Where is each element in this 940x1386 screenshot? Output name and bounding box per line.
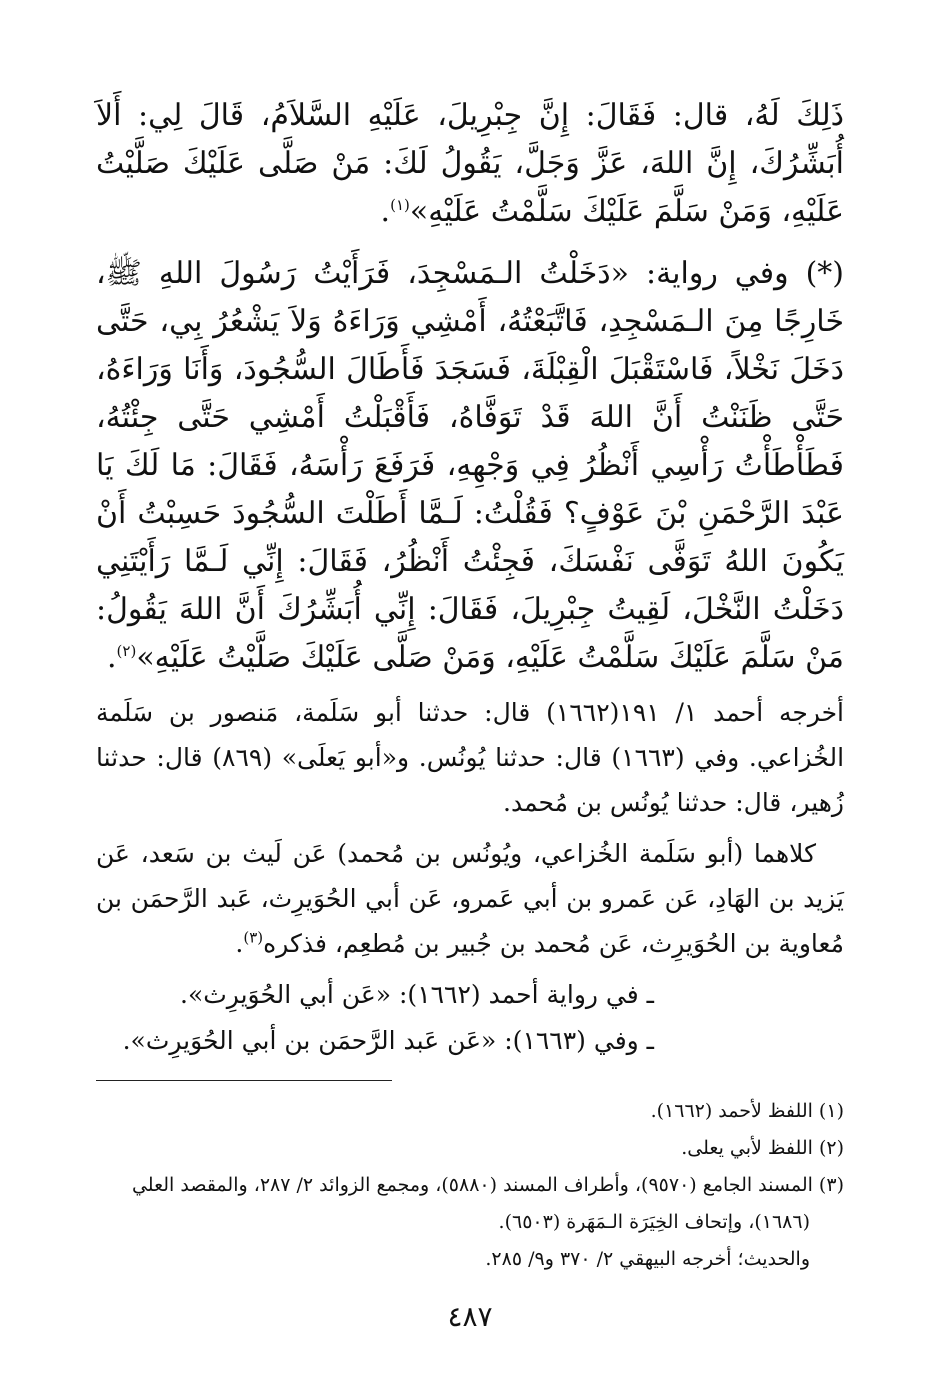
hadith-variant-text: (*) وفي رواية: «دَخَلْتُ الـمَسْجِدَ، فَرَأَيْتُ رَسُولَ اللهِ ﷺ، خَارِجًا مِنَ الـمَسْجِدِ، فَاتَّبَعْتُهُ، أَمْشِي وَرَاءَهُ وَلاَ يَشْعُرُ بِي، حَتَّى دَخَلَ نَخْلاً، فَاسْتَقْبَلَ الْقِبْلَةَ، فَسَجَدَ فَأَطَالَ السُّجُودَ، وَأَنَا وَرَاءَهُ، حَتَّى ظَنَنْتُ أَنَّ اللهَ قَدْ تَوَفَّاهُ، فَأَقْبَلْتُ أَمْشِي حَتَّى جِئْتُهُ، فَطَأْطَأْتُ رَأْسِي أَنْظُرُ فِي وَجْهِهِ، فَرَفَعَ رَأْسَهُ، فَقَالَ: مَا لَكَ يَا عَبْدَ الرَّحْمَنِ بْنَ عَوْفٍ؟ فَقُلْتُ: لَـمَّا أَطَلْتَ السُّجُودَ حَسِبْتُ أَنْ يَكُونَ اللهُ تَوَفَّى نَفْسَكَ، فَجِئْتُ أَنْظُرُ، فَقَالَ: إِنِّي لَـمَّا رَأَيْتَنِي دَخَلْتُ النَّخْلَ، لَقِيتُ جِبْرِيلَ، فَقَالَ: إِنِّي أُبَشِّرُكَ أَنَّ اللهَ يَقُولُ: مَنْ سَلَّمَ عَلَيْكَ سَلَّمْتُ عَلَيْهِ، وَمَنْ صَلَّى عَلَيْكَ صَلَّيْتُ عَلَيْهِ»: [96, 256, 844, 675]
footnote-continuation: والحديث؛ أخرجه البيهقي ٢/ ٣٧٠ و٩/ ٢٨٥.: [485, 1248, 810, 1270]
footnote-ref: (٢): [116, 642, 137, 660]
footnote-ref: (٣): [243, 928, 264, 947]
footnote-separator: [96, 1080, 392, 1081]
footnote-item: (١) اللفظ لأحمد (١٦٦٢).: [650, 1100, 844, 1122]
variant-line: ـ في رواية أحمد (١٦٦٢): «عَن أبي الحُوَيرِث».: [180, 980, 654, 1009]
footnote-continuation: (١٦٨٦)، وإتحاف الخِيَرَة الـمَهَرة (٦٥٠٣).: [498, 1211, 810, 1233]
footnote-ref: (١): [390, 196, 410, 214]
page-number: ٤٨٧: [447, 1300, 493, 1333]
takhrij-paragraph: أخرجه أحمد ١/ ١٩١(١٦٦٢) قال: حدثنا أبو سَلَمة، مَنصور بن سَلَمة الخُزاعي. وفي (١٦٦٣) قال: حدثنا يُونُس. و«أبو يَعلَى» (٨٦٩) قال: حدثنا زُهير، قال: حدثنا يُونُس بن مُحمد.: [96, 698, 845, 817]
isnad-text: كلاهما (أبو سَلَمة الخُزاعي، ويُونُس بن مُحمد) عَن لَيث بن سَعد، عَن يَزيد بن الهَادِ، عَن عَمرو بن أبي عَمرو، عَن أبي الحُوَيرِث، عَبد الرَّحمَن بن مُعاوية بن الحُوَيرِث، عَن مُحمد بن جُبير بن مُطعِم، فذكره: [96, 839, 844, 958]
isnad-paragraph: كلاهما (أبو سَلَمة الخُزاعي، ويُونُس بن مُحمد) عَن لَيث بن سَعد، عَن يَزيد بن الهَادِ، عَن عَمرو بن أبي عَمرو، عَن أبي الحُوَيرِث، عَبد الرَّحمَن بن مُعاوية بن الحُوَيرِث، عَن مُحمد بن جُبير بن مُطعِم، فذكره$^{(٣)}$.: [96, 839, 844, 958]
variant-line: ـ وفي (١٦٦٣): «عَن عَبد الرَّحمَن بن أبي الحُوَيرِث».: [122, 1026, 654, 1055]
hadith-paragraph: ذَلِكَ لَهُ، قال: فَقَالَ: إِنَّ جِبْرِيلَ، عَلَيْهِ السَّلاَمُ، قَالَ لِي: أَلاَ أُبَشِّرُكَ، إِنَّ اللهَ، عَزَّ وَجَلَّ، يَقُولُ لَكَ: مَنْ صَلَّى عَلَيْكَ صَلَّيْتُ عَلَيْهِ، وَمَنْ سَلَّمَ عَلَيْكَ سَلَّمْتُ عَلَيْهِ»$^{(١)}$.: [96, 98, 844, 229]
page-body: [96, 92, 844, 1278]
footnote-item: (٣) المسند الجامع (٩٥٧٠)، وأطراف المسند (٥٨٨٠)، ومجمع الزوائد ٢/ ٢٨٧، والمقصد العلي: [131, 1174, 844, 1196]
footnote-item: (٢) اللفظ لأبي يعلى.: [681, 1137, 844, 1159]
hadith-text: ذَلِكَ لَهُ، قال: فَقَالَ: إِنَّ جِبْرِيلَ، عَلَيْهِ السَّلاَمُ، قَالَ لِي: أَلاَ أُبَشِّرُكَ، إِنَّ اللهَ، عَزَّ وَجَلَّ، يَقُولُ لَكَ: مَنْ صَلَّى عَلَيْكَ صَلَّيْتُ عَلَيْهِ، وَمَنْ سَلَّمَ عَلَيْكَ سَلَّمْتُ عَلَيْهِ»: [96, 98, 844, 229]
hadith-variant-paragraph: (*) وفي رواية: «دَخَلْتُ الـمَسْجِدَ، فَرَأَيْتُ رَسُولَ اللهِ ﷺ، خَارِجًا مِنَ الـمَسْجِدِ، فَاتَّبَعْتُهُ، أَمْشِي وَرَاءَهُ وَلاَ يَشْعُرُ بِي، حَتَّى دَخَلَ نَخْلاً، فَاسْتَقْبَلَ الْقِبْلَةَ، فَسَجَدَ فَأَطَالَ السُّجُودَ، وَأَنَا وَرَاءَهُ، حَتَّى ظَنَنْتُ أَنَّ اللهَ قَدْ تَوَفَّاهُ، فَأَقْبَلْتُ أَمْشِي حَتَّى جِئْتُهُ، فَطَأْطَأْتُ رَأْسِي أَنْظُرُ فِي وَجْهِهِ، فَرَفَعَ رَأْسَهُ، فَقَالَ: مَا لَكَ يَا عَبْدَ الرَّحْمَنِ بْنَ عَوْفٍ؟ فَقُلْتُ: لَـمَّا أَطَلْتَ السُّجُودَ حَسِبْتُ أَنْ يَكُونَ اللهُ تَوَفَّى نَفْسَكَ، فَجِئْتُ أَنْظُرُ، فَقَالَ: إِنِّي لَـمَّا رَأَيْتَنِي دَخَلْتُ النَّخْلَ، لَقِيتُ جِبْرِيلَ، فَقَالَ: إِنِّي أُبَشِّرُكَ أَنَّ اللهَ يَقُولُ: مَنْ سَلَّمَ عَلَيْكَ سَلَّمْتُ عَلَيْهِ، وَمَنْ صَلَّى عَلَيْكَ صَلَّيْتُ عَلَيْهِ»$^{(٢)}$.: [96, 256, 844, 675]
